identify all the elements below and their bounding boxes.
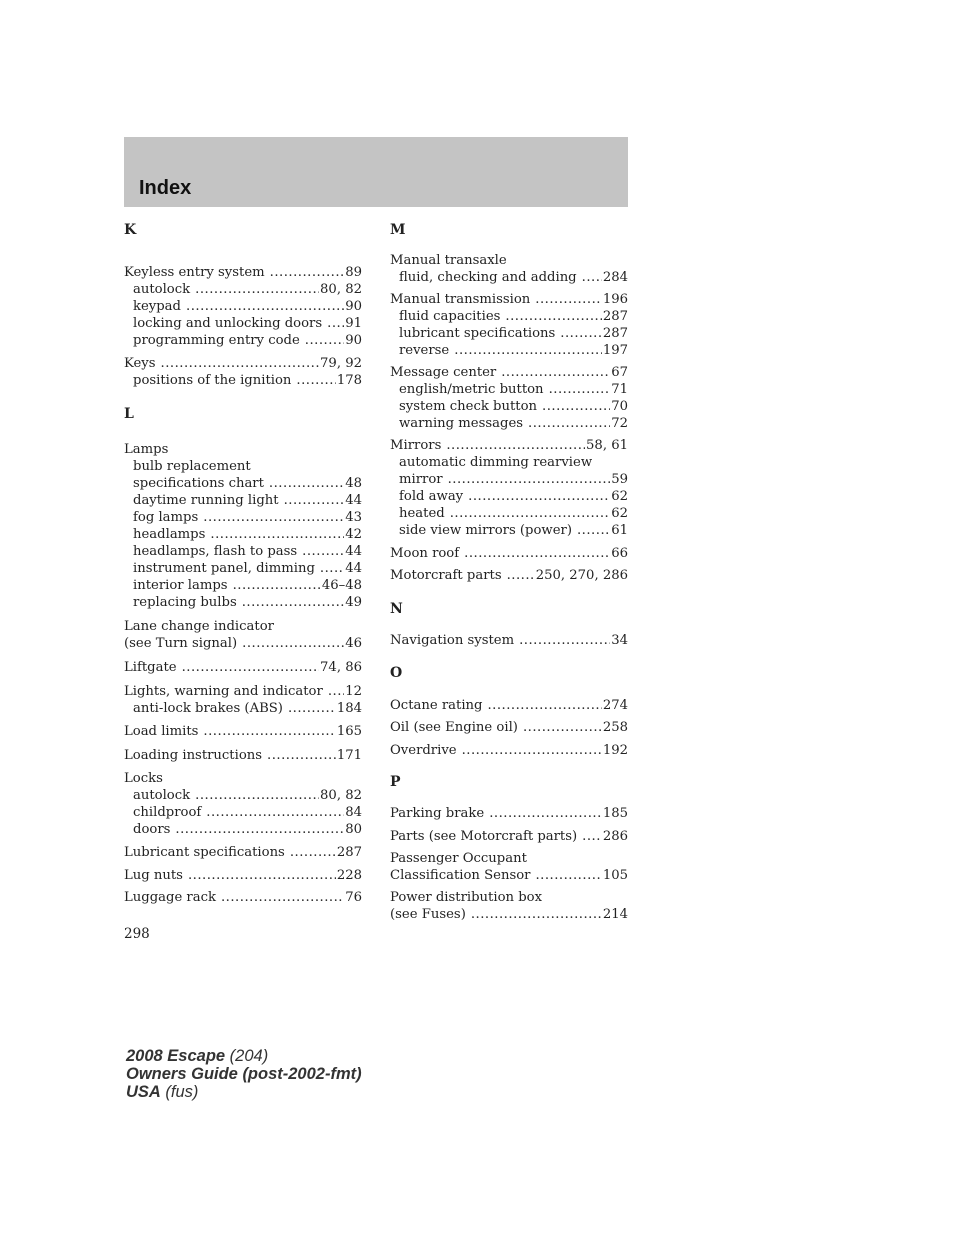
footer-model: 2008 Escape [126,1047,226,1065]
entry-term: reverse [399,343,450,358]
dot-leader [221,889,344,906]
index-letter-heading: M [390,222,406,238]
index-entry [390,342,628,359]
footer-line-3 [126,1083,362,1101]
index-entry [390,325,628,342]
index-entry [390,632,628,649]
dot-leader [195,787,319,804]
dot-leader [328,683,344,700]
entry-page-ref: 228 [336,868,362,883]
entry-term: Keyless entry system [124,265,265,280]
dot-leader [233,577,321,594]
index-entry [390,828,628,845]
dot-leader [507,567,535,584]
entry-term: Parking brake [390,806,485,821]
entry-page-ref: 12 [345,684,362,699]
index-entry [390,906,628,923]
entry-page-ref: 286 [602,829,628,844]
entry-term: daytime running light [133,493,279,508]
entry-term: Manual transaxle [390,253,507,268]
entry-term: lubricant specifications [399,326,556,341]
dot-leader [528,415,610,432]
entry-term: Moon roof [390,546,460,561]
index-entry [124,298,362,315]
entry-page-ref: 44 [345,561,362,576]
dot-leader [505,308,601,325]
index-entry [124,281,362,298]
entry-term: Luggage rack [124,890,216,905]
footer-guide: Owners Guide (post-2002-fmt) [126,1065,362,1083]
index-entry [124,723,362,740]
index-entry [124,700,362,717]
entry-page-ref: 49 [345,595,362,610]
entry-page-ref: 274 [602,698,628,713]
index-entry [390,398,628,415]
dot-leader [305,332,344,349]
entry-page-ref: 165 [336,724,362,739]
entry-page-ref: 192 [602,743,628,758]
entry-page-ref: 62 [611,506,628,521]
entry-page-ref: 46–48 [321,578,362,593]
entry-page-ref: 34 [611,633,628,648]
page-title: Index [139,177,192,199]
entry-page-ref: 66 [611,546,628,561]
index-entry [124,659,362,676]
entry-term: Motorcraft parts [390,568,502,583]
dot-leader [519,632,610,649]
index-entry [124,264,362,281]
dot-leader [182,659,319,676]
index-entry [124,332,362,349]
entry-term: english/metric button [399,382,544,397]
entry-term: Locks [124,771,163,786]
entry-term: warning messages [399,416,524,431]
entry-term: Parts (see Motorcraft parts) [390,829,578,844]
dot-leader [542,398,610,415]
dot-leader [446,437,585,454]
index-entry [124,543,362,560]
entry-page-ref: 46 [345,636,362,651]
entry-page-ref: 178 [336,373,362,388]
dot-leader [242,594,344,611]
footer-line-2 [126,1065,362,1083]
entry-page-ref: 44 [345,544,362,559]
entry-term: Power distribution box [390,890,543,905]
entry-page-ref: 58, 61 [586,438,628,453]
dot-leader [471,906,602,923]
footer-model-code: (204) [225,1047,269,1065]
index-entry [124,577,362,594]
dot-leader [320,560,344,577]
dot-leader [462,742,602,759]
index-column-left [124,222,362,906]
index-letter-heading: K [124,222,137,238]
footer-region-code: (fus) [160,1083,199,1101]
entry-term: childproof [133,805,202,820]
entry-term: Classification Sensor [390,868,531,883]
index-header-bar [124,137,628,207]
entry-term: headlamps [133,527,206,542]
index-entry [124,618,362,635]
entry-page-ref: 197 [602,343,628,358]
entry-page-ref: 250, 270, 286 [535,568,628,583]
index-entry [390,697,628,714]
entry-page-ref: 71 [611,382,628,397]
index-entry [390,805,628,822]
dot-leader [284,492,345,509]
entry-term: positions of the ignition [133,373,292,388]
entry-page-ref: 287 [602,326,628,341]
entry-term: anti-lock brakes (ABS) [133,701,283,716]
entry-term: doors [133,822,171,837]
index-entry [124,315,362,332]
entry-term: Oil (see Engine oil) [390,720,518,735]
entry-term: Lug nuts [124,868,183,883]
dot-leader [302,543,344,560]
dot-leader [577,522,610,539]
index-entry [124,560,362,577]
entry-term: Mirrors [390,438,442,453]
entry-term: fluid capacities [399,309,501,324]
dot-leader [186,298,344,315]
index-entry [124,526,362,543]
entry-term: side view mirrors (power) [399,523,572,538]
index-entry [124,787,362,804]
index-entry [390,454,628,471]
dot-leader [489,805,602,822]
index-entry [124,509,362,526]
dot-leader [487,697,601,714]
entry-page-ref: 67 [611,365,628,380]
dot-leader [535,291,602,308]
dot-leader [296,372,335,389]
index-entry [390,505,628,522]
index-entry [124,458,362,475]
entry-page-ref: 214 [602,907,628,922]
entry-term: keypad [133,299,181,314]
dot-leader [195,281,319,298]
dot-leader [288,700,336,717]
entry-page-ref: 61 [611,523,628,538]
entry-page-ref: 59 [611,472,628,487]
entry-term: Manual transmission [390,292,531,307]
entry-page-ref: 84 [345,805,362,820]
dot-leader [464,545,610,562]
index-column-right [390,222,628,923]
dot-leader [327,315,344,332]
entry-term: Passenger Occupant [390,851,527,866]
entry-term: system check button [399,399,538,414]
index-entry [124,635,362,652]
index-entry [390,437,628,454]
entry-page-ref: 105 [602,868,628,883]
index-entry [390,867,628,884]
dot-leader [560,325,602,342]
entry-page-ref: 80, 82 [320,788,362,803]
document-footer [126,1047,362,1101]
dot-leader [203,723,335,740]
dot-leader [501,364,610,381]
entry-page-ref: 90 [345,333,362,348]
dot-leader [535,867,601,884]
entry-term: fold away [399,489,464,504]
entry-term: fluid, checking and adding [399,270,577,285]
index-entry [390,742,628,759]
index-entry [390,545,628,562]
index-entry [124,867,362,884]
dot-leader [270,264,345,281]
index-entry [390,567,628,584]
index-letter-heading: L [124,406,134,422]
entry-term: programming entry code [133,333,300,348]
index-entry [124,889,362,906]
index-entry [390,269,628,286]
entry-page-ref: 284 [602,270,628,285]
index-entry [124,821,362,838]
entry-page-ref: 171 [336,748,362,763]
index-entry [124,770,362,787]
entry-term: Lubricant specifications [124,845,285,860]
entry-term: headlamps, flash to pass [133,544,298,559]
entry-term: specifications chart [133,476,264,491]
entry-page-ref: 287 [336,845,362,860]
dot-leader [267,747,336,764]
entry-term: (see Fuses) [390,907,466,922]
index-entry [390,488,628,505]
index-entry [124,441,362,458]
dot-leader [188,867,336,884]
entry-term: locking and unlocking doors [133,316,323,331]
entry-page-ref: 185 [602,806,628,821]
entry-page-ref: 74, 86 [320,660,362,675]
index-entry [124,747,362,764]
index-entry [124,683,362,700]
index-entry [124,475,362,492]
entry-term: autolock [133,282,191,297]
index-entry [390,308,628,325]
dot-leader [450,505,611,522]
entry-term: automatic dimming rearview [399,455,593,470]
entry-term: Keys [124,356,156,371]
index-entry [124,355,362,372]
entry-term: fog lamps [133,510,199,525]
entry-page-ref: 72 [611,416,628,431]
entry-page-ref: 44 [345,493,362,508]
entry-page-ref: 42 [345,527,362,542]
dot-leader [290,844,336,861]
index-entry [124,844,362,861]
entry-term: instrument panel, dimming [133,561,315,576]
entry-page-ref: 80, 82 [320,282,362,297]
dot-leader [203,509,344,526]
index-entry [390,889,628,906]
index-entry [390,522,628,539]
entry-term: (see Turn signal) [124,636,238,651]
entry-page-ref: 80 [345,822,362,837]
index-letter-heading: N [390,601,403,617]
entry-page-ref: 287 [602,309,628,324]
entry-term: mirror [399,472,443,487]
dot-leader [523,719,602,736]
dot-leader [582,269,602,286]
entry-page-ref: 91 [345,316,362,331]
entry-page-ref: 196 [602,292,628,307]
entry-term: bulb replacement [133,459,251,474]
index-entry [390,719,628,736]
index-entry [390,381,628,398]
index-entry [390,471,628,488]
dot-leader [269,475,344,492]
entry-page-ref: 89 [345,265,362,280]
entry-term: Load limits [124,724,199,739]
dot-leader [582,828,602,845]
entry-page-ref: 43 [345,510,362,525]
dot-leader [454,342,602,359]
index-entry [390,252,628,269]
index-entry [124,492,362,509]
entry-page-ref: 76 [345,890,362,905]
index-letter-heading: P [390,774,401,790]
entry-term: autolock [133,788,191,803]
index-entry [390,291,628,308]
entry-term: interior lamps [133,578,228,593]
entry-term: Navigation system [390,633,515,648]
entry-term: Lamps [124,442,169,457]
entry-page-ref: 79, 92 [320,356,362,371]
footer-region: USA [126,1083,161,1101]
dot-leader [549,381,611,398]
footer-line-1 [126,1047,362,1065]
index-entry [390,364,628,381]
entry-term: Loading instructions [124,748,263,763]
dot-leader [468,488,610,505]
entry-term: Message center [390,365,497,380]
entry-term: Lights, warning and indicator [124,684,323,699]
page-number: 298 [124,926,150,942]
entry-page-ref: 90 [345,299,362,314]
index-entry [124,804,362,821]
entry-term: Liftgate [124,660,177,675]
dot-leader [175,821,344,838]
index-entry [390,850,628,867]
entry-page-ref: 62 [611,489,628,504]
index-letter-heading: O [390,665,403,681]
entry-page-ref: 48 [345,476,362,491]
entry-term: replacing bulbs [133,595,237,610]
dot-leader [448,471,611,488]
entry-term: Overdrive [390,743,457,758]
dot-leader [206,804,344,821]
dot-leader [242,635,344,652]
index-entry [124,594,362,611]
entry-page-ref: 258 [602,720,628,735]
index-entry [390,415,628,432]
entry-term: Lane change indicator [124,619,274,634]
entry-term: heated [399,506,445,521]
entry-term: Octane rating [390,698,483,713]
dot-leader [210,526,344,543]
dot-leader [161,355,320,372]
entry-page-ref: 70 [611,399,628,414]
index-entry [124,372,362,389]
entry-page-ref: 184 [336,701,362,716]
